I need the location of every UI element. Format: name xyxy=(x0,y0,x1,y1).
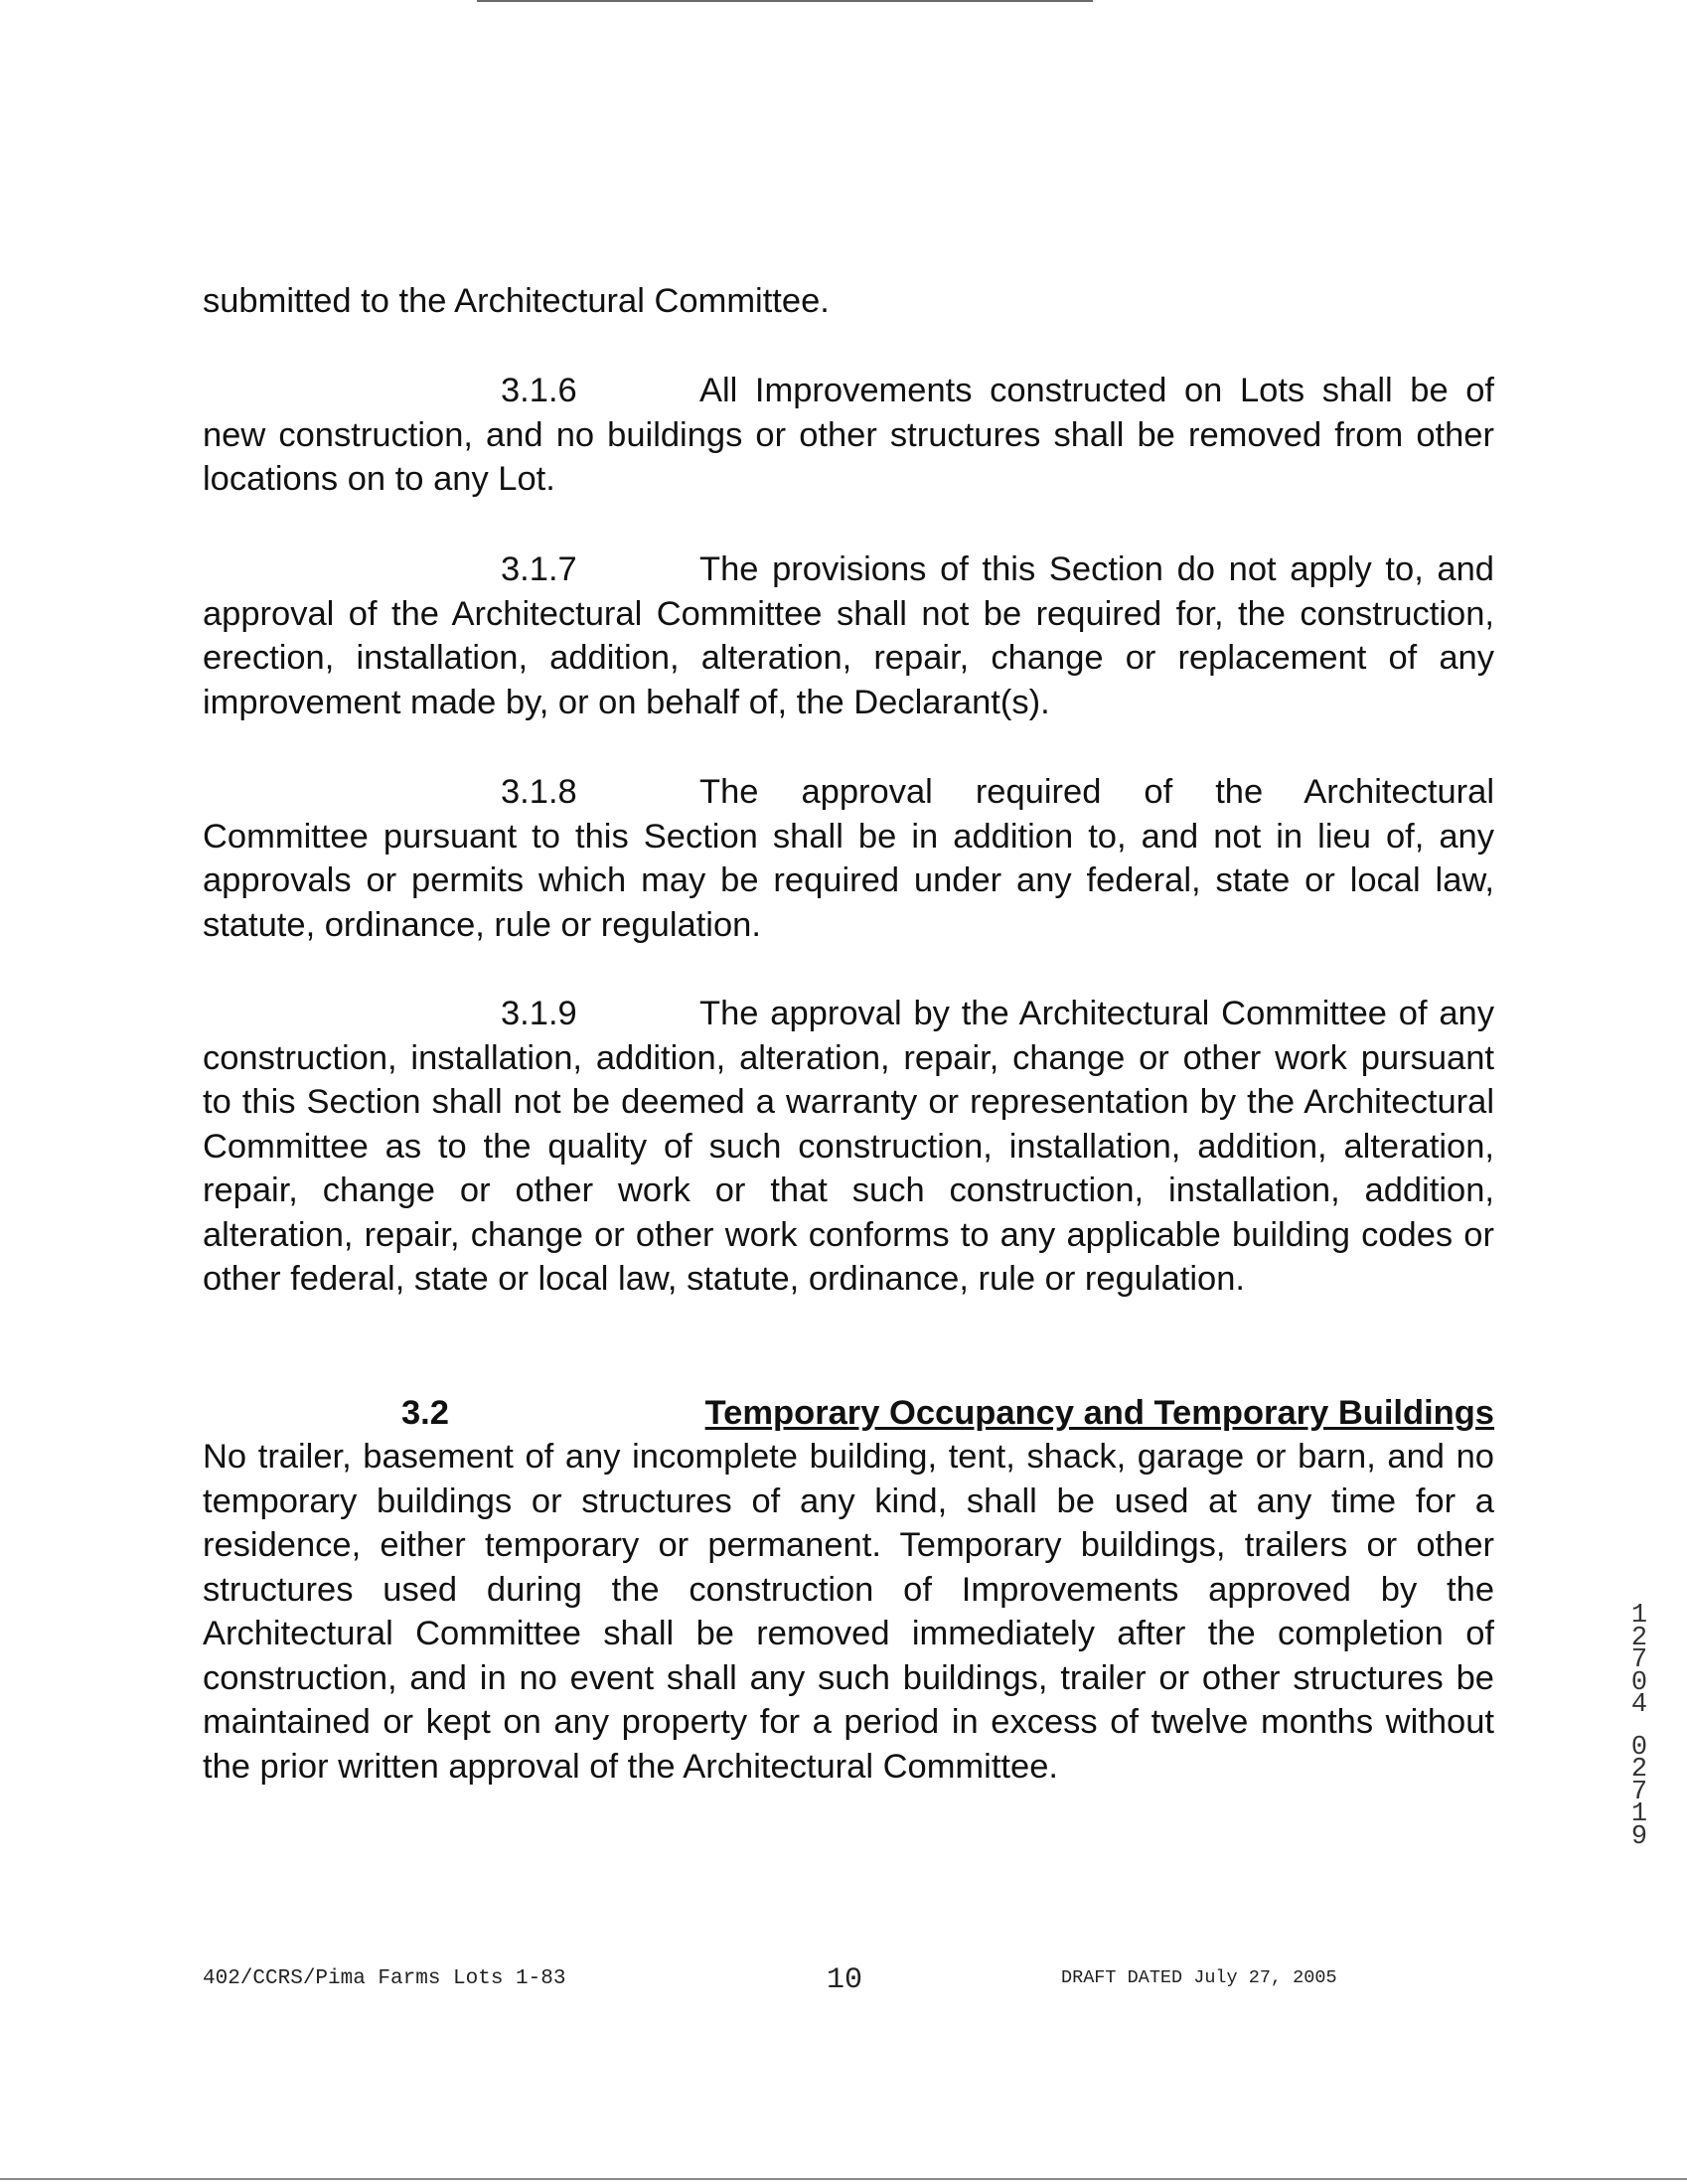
paragraph-3-1-8 xyxy=(203,770,1494,947)
paragraph-3-1-6 xyxy=(203,369,1494,502)
section-number-3-1-9: 3.1.9 xyxy=(501,995,577,1032)
paragraph-3-1-9-text: The approval by the Architectural Committee of any construction, installation, addition, alteration, repair, change or other work pursuant to this Section shall not be deemed a warranty or representation by the Architectural Committee as to the quality of such construction, installation, addition, alteration, repair, change or other work or that such construction, installation, addition, alteration, repair, change or other work conforms to any applicable building codes or other federal, state or local law, statute, ordinance, rule or regulation. xyxy=(203,995,1494,1298)
paragraph-3-1-7 xyxy=(203,547,1494,724)
footer-doc-ref: 402/CCRS/Pima Farms Lots 1-83 xyxy=(203,1967,566,1990)
paragraph-3-2: No trailer, basement of any incomplete building, tent, shack, garage or barn, and no temporary buildings or structures of any kind, shall be used at any time for a residence, either temporary or permanent. Temporary buildings, trailers or other structures used during the construction of Improvements approved by the Architectural Committee shall be removed immediately after the completion of construction, and in no event shall any such buildings, trailer or other structures be maintained or kept on any property for a period in excess of twelve months without the prior written approval of the Architectural Committee. xyxy=(203,1438,1494,1786)
stamp-digit: 0 xyxy=(1630,1667,1648,1698)
recording-number-stamp xyxy=(1619,1601,1659,1852)
scan-edge-bottom xyxy=(0,2178,1687,2180)
stamp-digit: 9 xyxy=(1630,1821,1648,1852)
section-heading-3-2 xyxy=(203,1391,1494,1435)
paragraph-intro: submitted to the Architectural Committee. xyxy=(203,282,830,320)
stamp-digit: 7 xyxy=(1630,1777,1648,1807)
stamp-digit: 7 xyxy=(1630,1645,1648,1675)
footer-page-number: 10 xyxy=(827,1963,863,1997)
scan-edge-top xyxy=(477,0,1093,2)
paragraph-3-1-9 xyxy=(203,992,1494,1302)
paragraph-3-1-6-text: All Improvements constructed on Lots shall be of new construction, and no buildings or other structures shall be removed from other locations on to any Lot. xyxy=(203,372,1494,498)
section-number-3-1-8: 3.1.8 xyxy=(501,773,577,811)
stamp-digit: 1 xyxy=(1630,1799,1648,1829)
stamp-digit: 1 xyxy=(1630,1601,1648,1631)
footer-draft-date: DRAFT DATED July 27, 2005 xyxy=(1061,1967,1337,1988)
paragraph-3-1-8-text: The approval required of the Architectural Committee pursuant to this Section shall be in addition to, and not in lieu of, any approvals or permits which may be required under any federal, state or local law, statute, ordinance, rule or regulation. xyxy=(203,773,1494,944)
stamp-digit: 0 xyxy=(1630,1732,1648,1763)
stamp-digit: 2 xyxy=(1630,1755,1648,1785)
paragraph-3-1-7-text: The provisions of this Section do not apply to, and approval of the Architectural Committee shall not be required for, the construction, erection, installation, addition, alteration, repair, change or replacement of any improvement made by, or on behalf of, the Declarant(s). xyxy=(203,550,1494,721)
section-number-3-2: 3.2 xyxy=(401,1394,449,1432)
section-number-3-1-6: 3.1.6 xyxy=(501,372,577,409)
stamp-digit: 2 xyxy=(1630,1623,1648,1653)
stamp-digit: 4 xyxy=(1630,1690,1648,1720)
section-title-3-2: Temporary Occupancy and Temporary Buildings xyxy=(704,1394,1494,1432)
section-number-3-1-7: 3.1.7 xyxy=(501,550,577,588)
